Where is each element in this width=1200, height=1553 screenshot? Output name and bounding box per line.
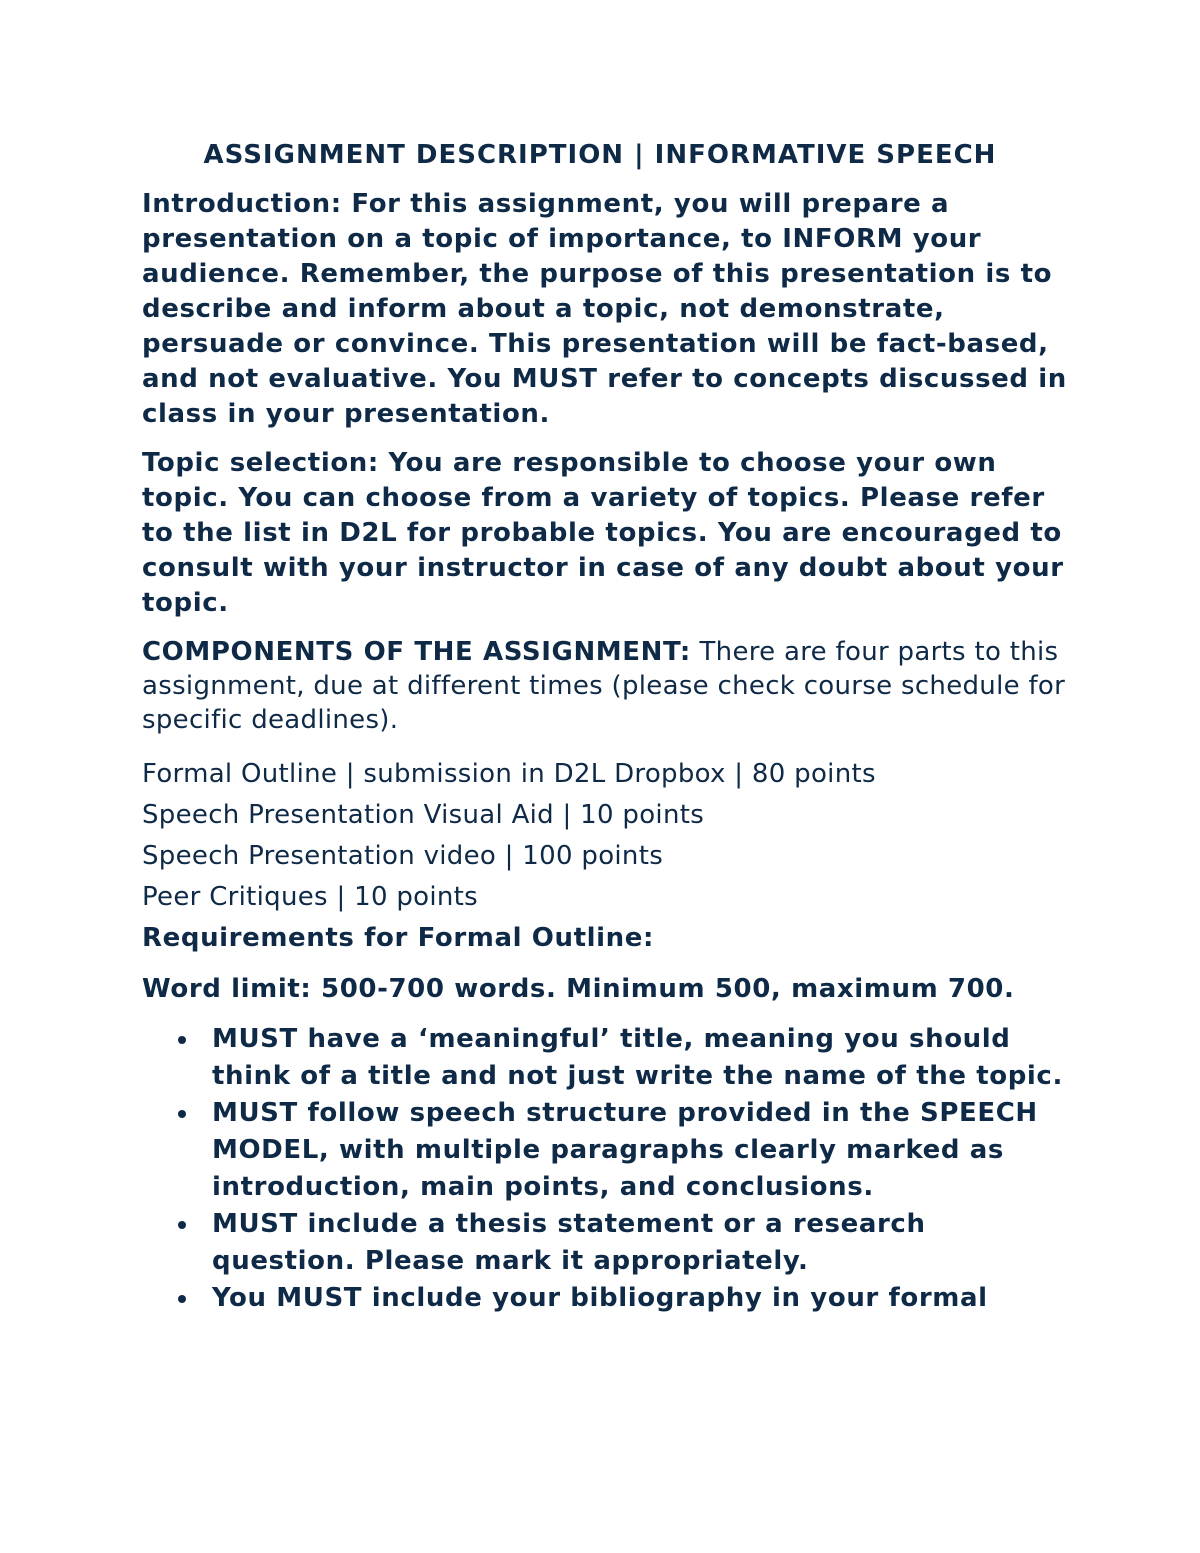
- word-limit-text: Word limit: 500-700 words. Minimum 500, maximum 700.: [142, 974, 1015, 1004]
- components-text: There are four parts to this assignment, due at different times (please check course schedule for specific deadlines).: [142, 637, 1066, 735]
- document-body: [142, 138, 1072, 1317]
- bullet-dot-icon: [178, 1221, 186, 1229]
- requirement-bullet: [142, 1206, 1072, 1280]
- document-title: ASSIGNMENT DESCRIPTION | INFORMATIVE SPEECH: [203, 140, 997, 170]
- component-item: Peer Critiques | 10 points: [142, 882, 478, 912]
- component-item: Speech Presentation video | 100 points: [142, 841, 664, 871]
- requirements-heading: Requirements for Formal Outline:: [142, 923, 654, 953]
- components-list: [142, 757, 1072, 915]
- requirement-bullet: [142, 1280, 1072, 1317]
- requirements-bullet-list: [142, 1021, 1072, 1317]
- components-paragraph: [142, 635, 1072, 737]
- component-item: Formal Outline | submission in D2L Dropbox | 80 points: [142, 759, 876, 789]
- introduction-paragraph: Introduction: For this assignment, you will prepare a presentation on a topic of importance, to INFORM your audience. Remember, the purpose of this presentation is to describe and inform about a topic, not demonstrate, persuade or convince. This presentation will be fact-based, and not evaluative. You MUST refer to concepts discussed in class in your presentation.: [142, 189, 1067, 429]
- requirement-bullet: [142, 1021, 1072, 1095]
- component-item: Speech Presentation Visual Aid | 10 points: [142, 800, 705, 830]
- components-heading: COMPONENTS OF THE ASSIGNMENT:: [142, 637, 691, 667]
- requirement-bullet: [142, 1095, 1072, 1206]
- requirement-text: You MUST include your bibliography in your formal: [212, 1283, 988, 1313]
- bullet-dot-icon: [178, 1036, 186, 1044]
- requirement-text: MUST include a thesis statement or a research question. Please mark it appropriately.: [212, 1209, 926, 1276]
- requirement-text: MUST have a ‘meaningful’ title, meaning you should think of a title and not just write the name of the topic.: [212, 1024, 1063, 1091]
- bullet-dot-icon: [178, 1295, 186, 1303]
- bullet-dot-icon: [178, 1110, 186, 1118]
- topic-selection-paragraph: Topic selection: You are responsible to choose your own topic. You can choose from a variety of topics. Please refer to the list in D2L for probable topics. You are encouraged to consult with your instructor in case of any doubt about your topic.: [142, 448, 1064, 618]
- requirement-text: MUST follow speech structure provided in the SPEECH MODEL, with multiple paragraphs clearly marked as introduction, main points, and conclusions.: [212, 1098, 1038, 1202]
